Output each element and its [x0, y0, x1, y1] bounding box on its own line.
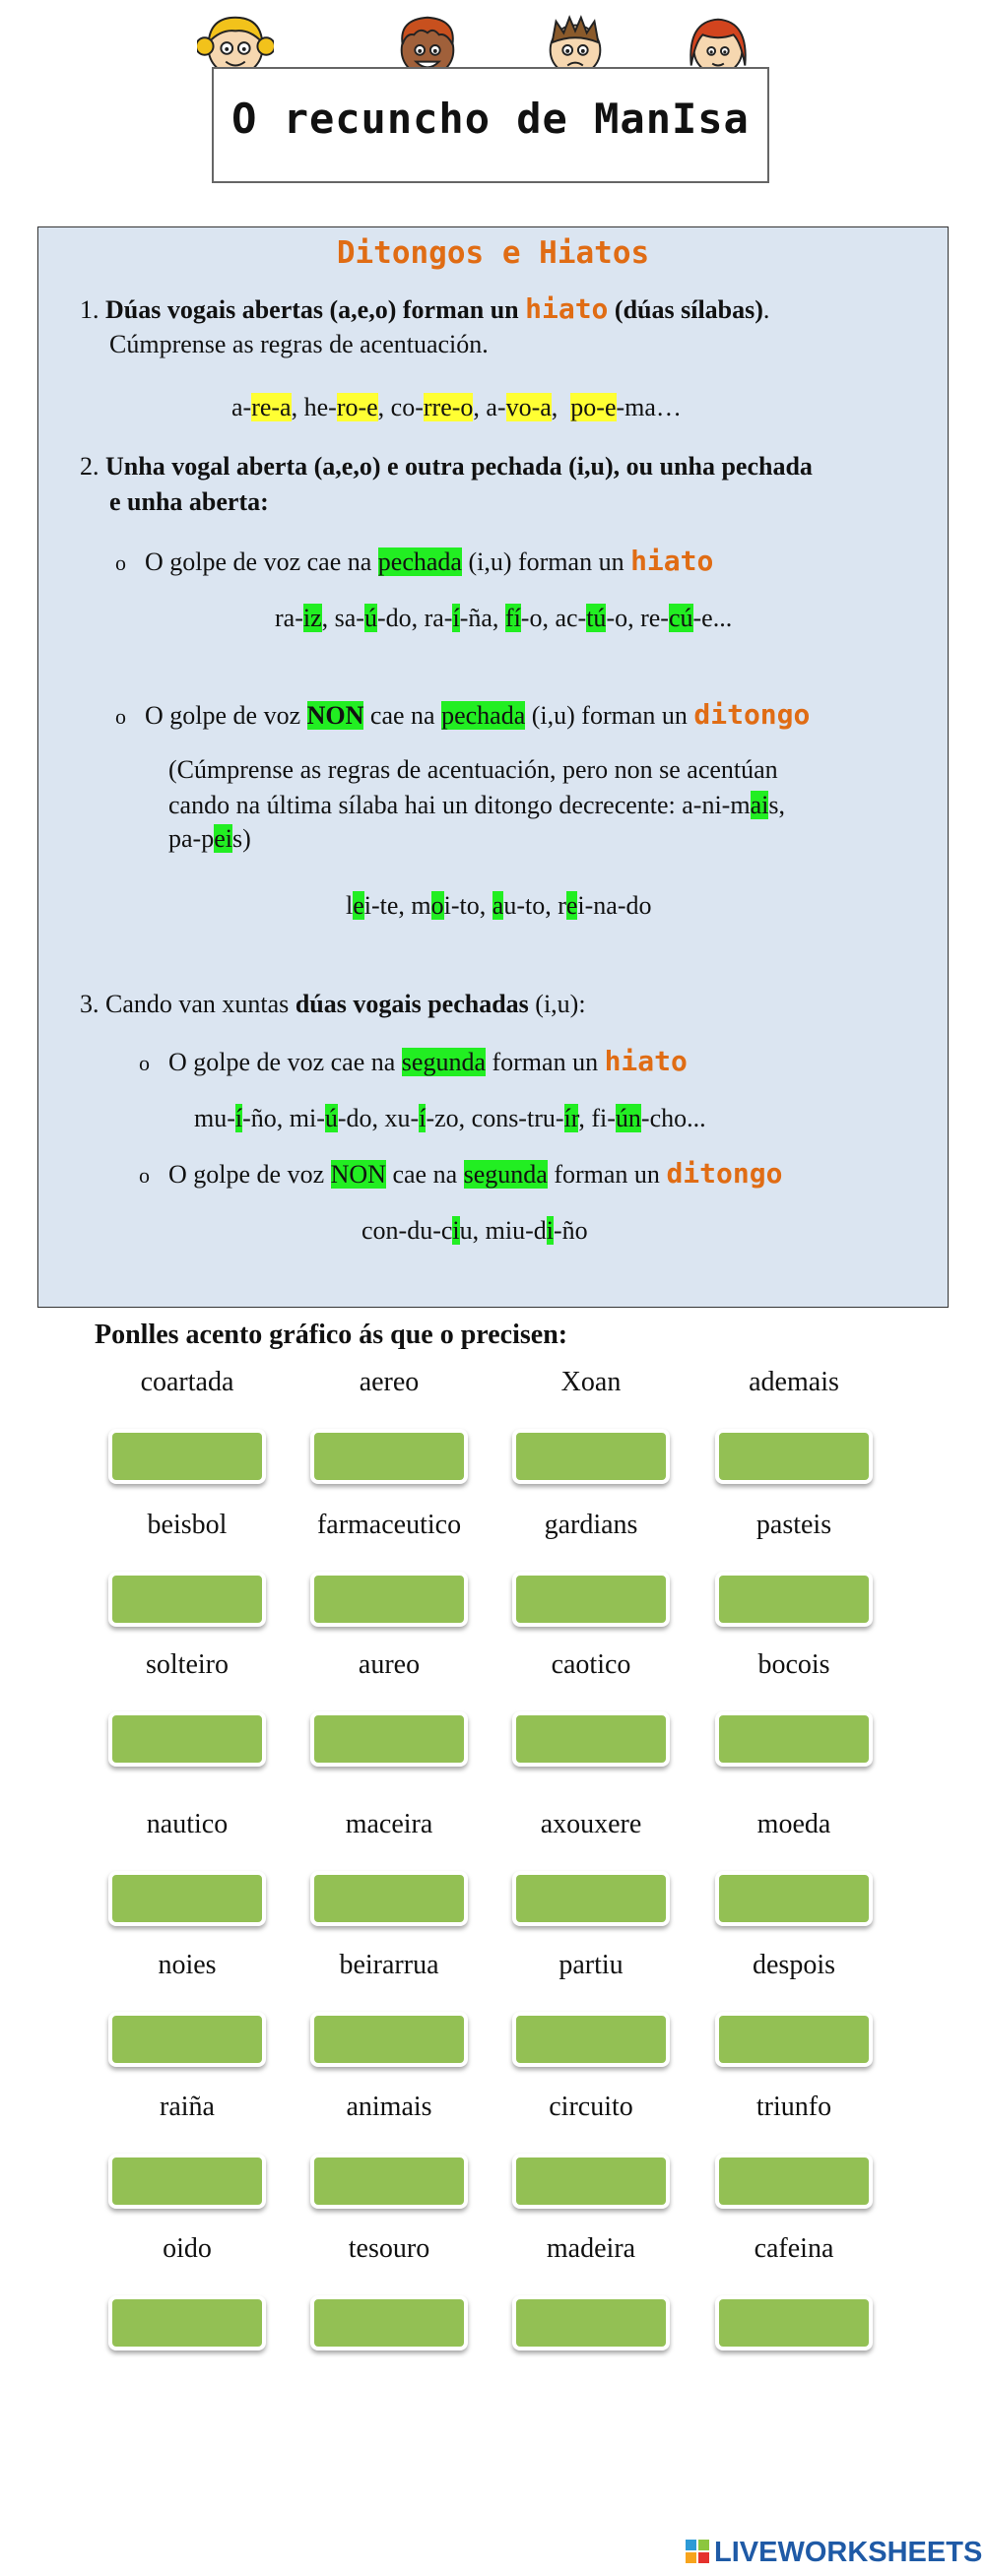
exercise-word: ademais [749, 1367, 839, 1397]
liveworksheets-logo[interactable] [685, 2537, 982, 2569]
exercise-word: beisbol [147, 1510, 228, 1540]
exercise-word: solteiro [146, 1649, 229, 1680]
answer-input[interactable] [512, 2295, 670, 2351]
exercise-instruction: Ponlles acento gráfico ás que o precisen: [95, 1320, 568, 1350]
answer-input[interactable] [512, 1572, 670, 1627]
rule-2-sub-1: o O golpe de voz cae na pechada (i,u) forman un hiato [115, 545, 713, 580]
answer-input[interactable] [310, 2012, 468, 2067]
rule-2-note-1: (Cúmprense as regras de acentuación, pero non se acentúan [168, 755, 778, 784]
rule-3-line-1: 3. Cando van xuntas dúas vogais pechadas (i,u): [80, 990, 586, 1018]
answer-input[interactable] [310, 1711, 468, 1767]
exercise-word: partiu [558, 1950, 624, 1980]
answer-input[interactable] [715, 1429, 873, 1484]
exercise-word: Xoan [560, 1367, 622, 1397]
rule-number: 1. [80, 295, 99, 324]
exercise-word: noies [158, 1950, 217, 1980]
answer-input[interactable] [310, 2154, 468, 2209]
exercise-word: animais [346, 2092, 432, 2122]
rule-2-sub-2: o O golpe de voz NON cae na pechada (i,u) forman un ditongo [115, 698, 810, 734]
rule-3-sub-2: o O golpe de voz NON cae na segunda forman un ditongo [139, 1157, 782, 1192]
exercise-word: aureo [358, 1649, 421, 1680]
answer-input[interactable] [715, 1711, 873, 1767]
bullet-icon: o [139, 1163, 150, 1188]
exercise-word: bocois [757, 1649, 830, 1680]
exercise-word: circuito [549, 2092, 633, 2122]
answer-input[interactable] [715, 1871, 873, 1926]
rule-2-line-1: 2. Unha vogal aberta (a,e,o) e outra pechada (i,u), ou unha pechada [80, 452, 813, 481]
answer-input[interactable] [512, 2154, 670, 2209]
logo-board [212, 67, 769, 183]
answer-input[interactable] [715, 2012, 873, 2067]
answer-input[interactable] [108, 1429, 266, 1484]
exercise-word: madeira [546, 2233, 636, 2264]
exercise-word: beirarrua [339, 1950, 439, 1980]
answer-input[interactable] [512, 2012, 670, 2067]
keyword-ditongo: ditongo [666, 1157, 783, 1190]
liveworksheets-icon [685, 2539, 710, 2564]
bullet-icon: o [115, 550, 126, 575]
exercise-word: gardians [544, 1510, 638, 1540]
answer-input[interactable] [108, 2012, 266, 2067]
answer-input[interactable] [310, 1429, 468, 1484]
exercise-word: farmaceutico [316, 1510, 462, 1540]
exercise-word: pasteis [755, 1510, 832, 1540]
keyword-ditongo: ditongo [693, 698, 811, 731]
rule-1-line-2: Cúmprense as regras de acentuación. [109, 330, 489, 358]
bullet-icon: o [139, 1051, 150, 1075]
answer-input[interactable] [310, 1572, 468, 1627]
exercise-word: tesouro [348, 2233, 430, 2264]
keyword-hiato: hiato [604, 1045, 688, 1077]
exercise-word: coartada [140, 1367, 234, 1397]
answer-input[interactable] [715, 2295, 873, 2351]
theory-box [37, 226, 949, 1308]
rule-3-sub-2-examples: con-du-ciu, miu-di-ño [361, 1216, 588, 1245]
rule-3-sub-1: o O golpe de voz cae na segunda forman un hiato [139, 1045, 688, 1080]
exercise-word: despois [753, 1950, 835, 1980]
exercise-word: axouxere [540, 1809, 642, 1839]
rule-2-line-2: e unha aberta: [109, 487, 269, 516]
rule-1-line-1: 1. Dúas vogais abertas (a,e,o) forman un hiato (dúas sílabas). [80, 292, 770, 325]
answer-input[interactable] [108, 2154, 266, 2209]
logo-title: O recuncho de ManIsa [231, 95, 750, 143]
exercise-word: triunfo [755, 2092, 832, 2122]
answer-input[interactable] [310, 2295, 468, 2351]
answer-input[interactable] [108, 2295, 266, 2351]
exercise-word: oido [163, 2233, 212, 2264]
answer-input[interactable] [715, 1572, 873, 1627]
theory-title: Ditongos e Hiatos [336, 235, 650, 271]
rule-2-sub-2-examples: lei-te, moi-to, au-to, rei-na-do [346, 891, 652, 920]
keyword-hiato: hiato [525, 292, 609, 325]
rule-2-note-2: cando na última sílaba hai un ditongo decrecente: a-ni-mais, [168, 791, 785, 819]
exercise-word: maceira [345, 1809, 433, 1839]
rule-2-sub-1-examples: ra-iz, sa-ú-do, ra-í-ña, fí-o, ac-tú-o, re-cú-e... [275, 604, 733, 632]
answer-input[interactable] [108, 1711, 266, 1767]
exercise-word: nautico [146, 1809, 229, 1839]
answer-input[interactable] [715, 2154, 873, 2209]
exercise-word: raiña [160, 2092, 215, 2122]
exercise-word: cafeina [754, 2233, 834, 2264]
answer-input[interactable] [512, 1429, 670, 1484]
rule-3-sub-1-examples: mu-í-ño, mi-ú-do, xu-í-zo, cons-tru-ír, fi-ún-cho... [194, 1104, 706, 1132]
bullet-icon: o [115, 704, 126, 729]
answer-input[interactable] [310, 1871, 468, 1926]
rule-1-examples: a-re-a, he-ro-e, co-rre-o, a-vo-a, po-e-ma… [231, 393, 682, 421]
answer-input[interactable] [108, 1871, 266, 1926]
answer-input[interactable] [512, 1711, 670, 1767]
exercise-word: moeda [756, 1809, 831, 1839]
answer-input[interactable] [108, 1572, 266, 1627]
keyword-hiato: hiato [630, 545, 714, 577]
brand-text: LIVEWORKSHEETS [714, 2537, 983, 2568]
exercise-word: aereo [359, 1367, 420, 1397]
rule-2-note-3: pa-peis) [168, 824, 251, 853]
answer-input[interactable] [512, 1871, 670, 1926]
exercise-word: caotico [551, 1649, 631, 1680]
